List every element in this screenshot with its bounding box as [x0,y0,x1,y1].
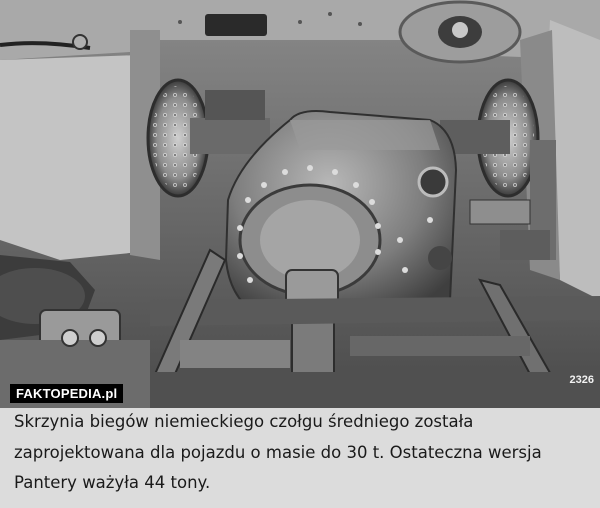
negative-number: 2326 [569,374,594,386]
faktopedia-watermark: FAKTOPEDIA.pl [10,384,123,403]
caption-text: Skrzynia biegów niemieckiego czołgu średniego została zaprojektowana dla pojazdu o masie do 30 t. Ostateczna wersja Pantery ważyła 44 tony. [14,412,542,492]
